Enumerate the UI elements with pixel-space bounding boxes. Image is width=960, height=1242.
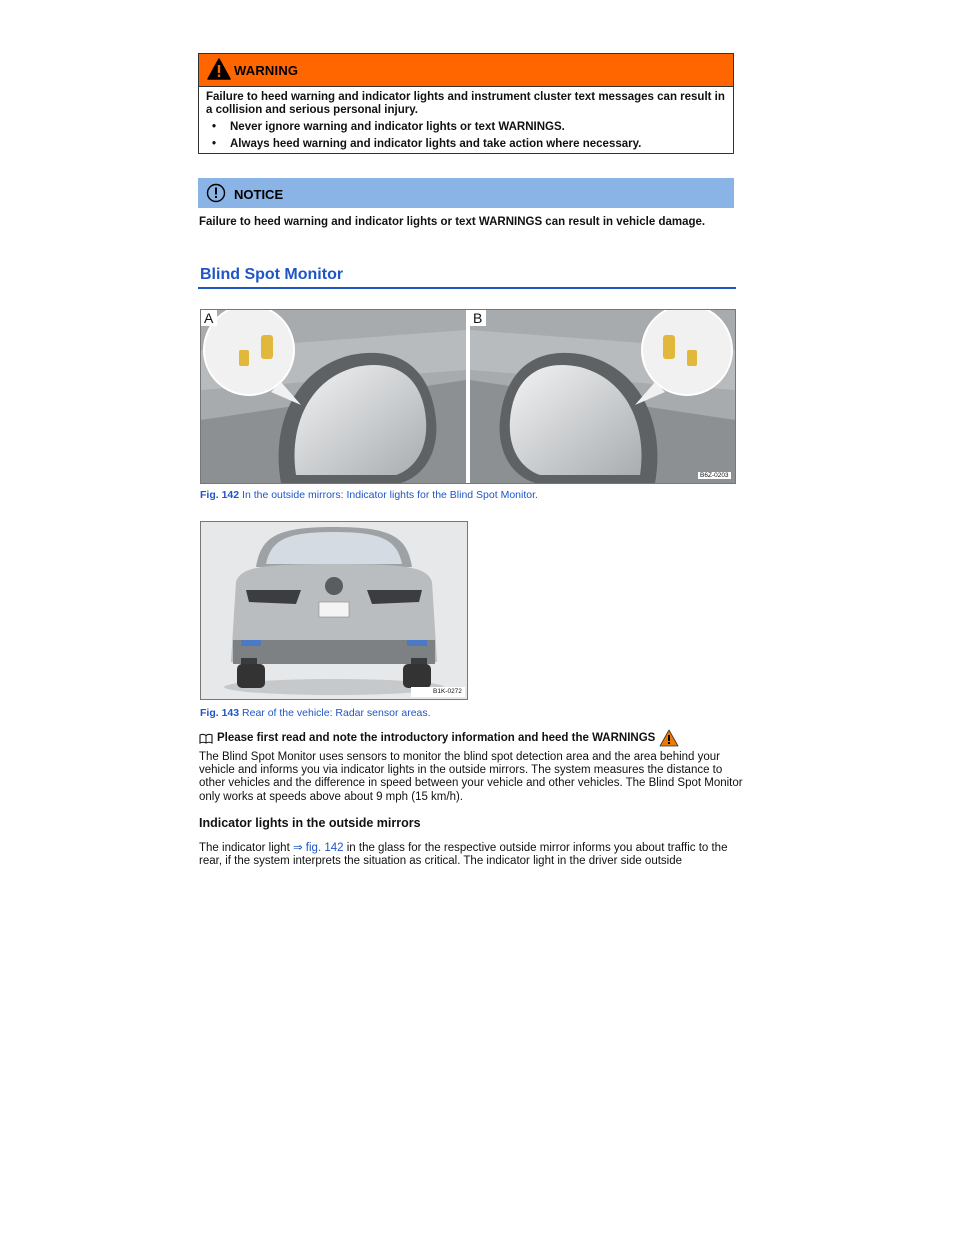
fig142-link[interactable]: ⇒ fig. 142 xyxy=(292,842,344,854)
fig143-code: B1K-0272 xyxy=(433,688,462,695)
warning-header xyxy=(199,54,733,87)
notice-header xyxy=(198,178,734,208)
body-paragraph: The Blind Spot Monitor uses sensors to monitor the blind spot detection area and the area behind your vehicle and informs you via indicator lights in the outside mirrors. The system measures the distance to other vehicles and the difference in speed between your vehicle and other vehicles. The Blind Spot Monitor only works at speeds above about 9 mph (15 km/h). xyxy=(199,751,743,803)
fig142-label-a: A xyxy=(204,310,214,326)
notice-text: Failure to heed warning and indicator lights or text WARNINGS can result in vehicle damage. xyxy=(199,216,706,228)
section-divider xyxy=(198,287,736,289)
intro-line xyxy=(199,729,679,747)
intro-text: Please first read and note the introductory information and heed the WARNINGS xyxy=(217,732,656,744)
fig142-code: B6Z-0203 xyxy=(700,472,729,479)
fig142-caption: Fig. 142 In the outside mirrors: Indicator lights for the Blind Spot Monitor. xyxy=(200,489,538,501)
body-paragraph: The indicator light ⇒ fig. 142 in the glass for the respective outside mirror informs you about traffic to the rear, if the system interprets the situation as critical. The indicator light in the driver side outside xyxy=(199,842,728,868)
warning-box xyxy=(198,53,734,154)
warning-title: WARNING xyxy=(234,63,299,78)
fig143-vehicle-rear-illustration xyxy=(200,521,468,700)
warning-bullet: • Never ignore warning and indicator lights or text WARNINGS. xyxy=(206,121,726,134)
section-title: Blind Spot Monitor xyxy=(200,266,344,283)
book-icon xyxy=(199,733,213,744)
fig143-caption: Fig. 143 Rear of the vehicle: Radar sensor areas. xyxy=(200,707,431,719)
fig142-label-b: B xyxy=(473,310,483,326)
warning-bullet: • Always heed warning and indicator lights and take action where necessary. xyxy=(206,138,726,151)
notice-title: NOTICE xyxy=(234,187,284,202)
fig142-mirror-illustration xyxy=(200,309,736,484)
warning-triangle-icon xyxy=(207,58,231,80)
subheading: Indicator lights in the outside mirrors xyxy=(199,816,421,830)
warning-lead: Failure to heed warning and indicator lights and instrument cluster text messages can result in a collision and serious personal injury. xyxy=(206,91,725,116)
warning-triangle-icon xyxy=(659,729,679,747)
exclamation-circle-icon xyxy=(206,183,226,203)
